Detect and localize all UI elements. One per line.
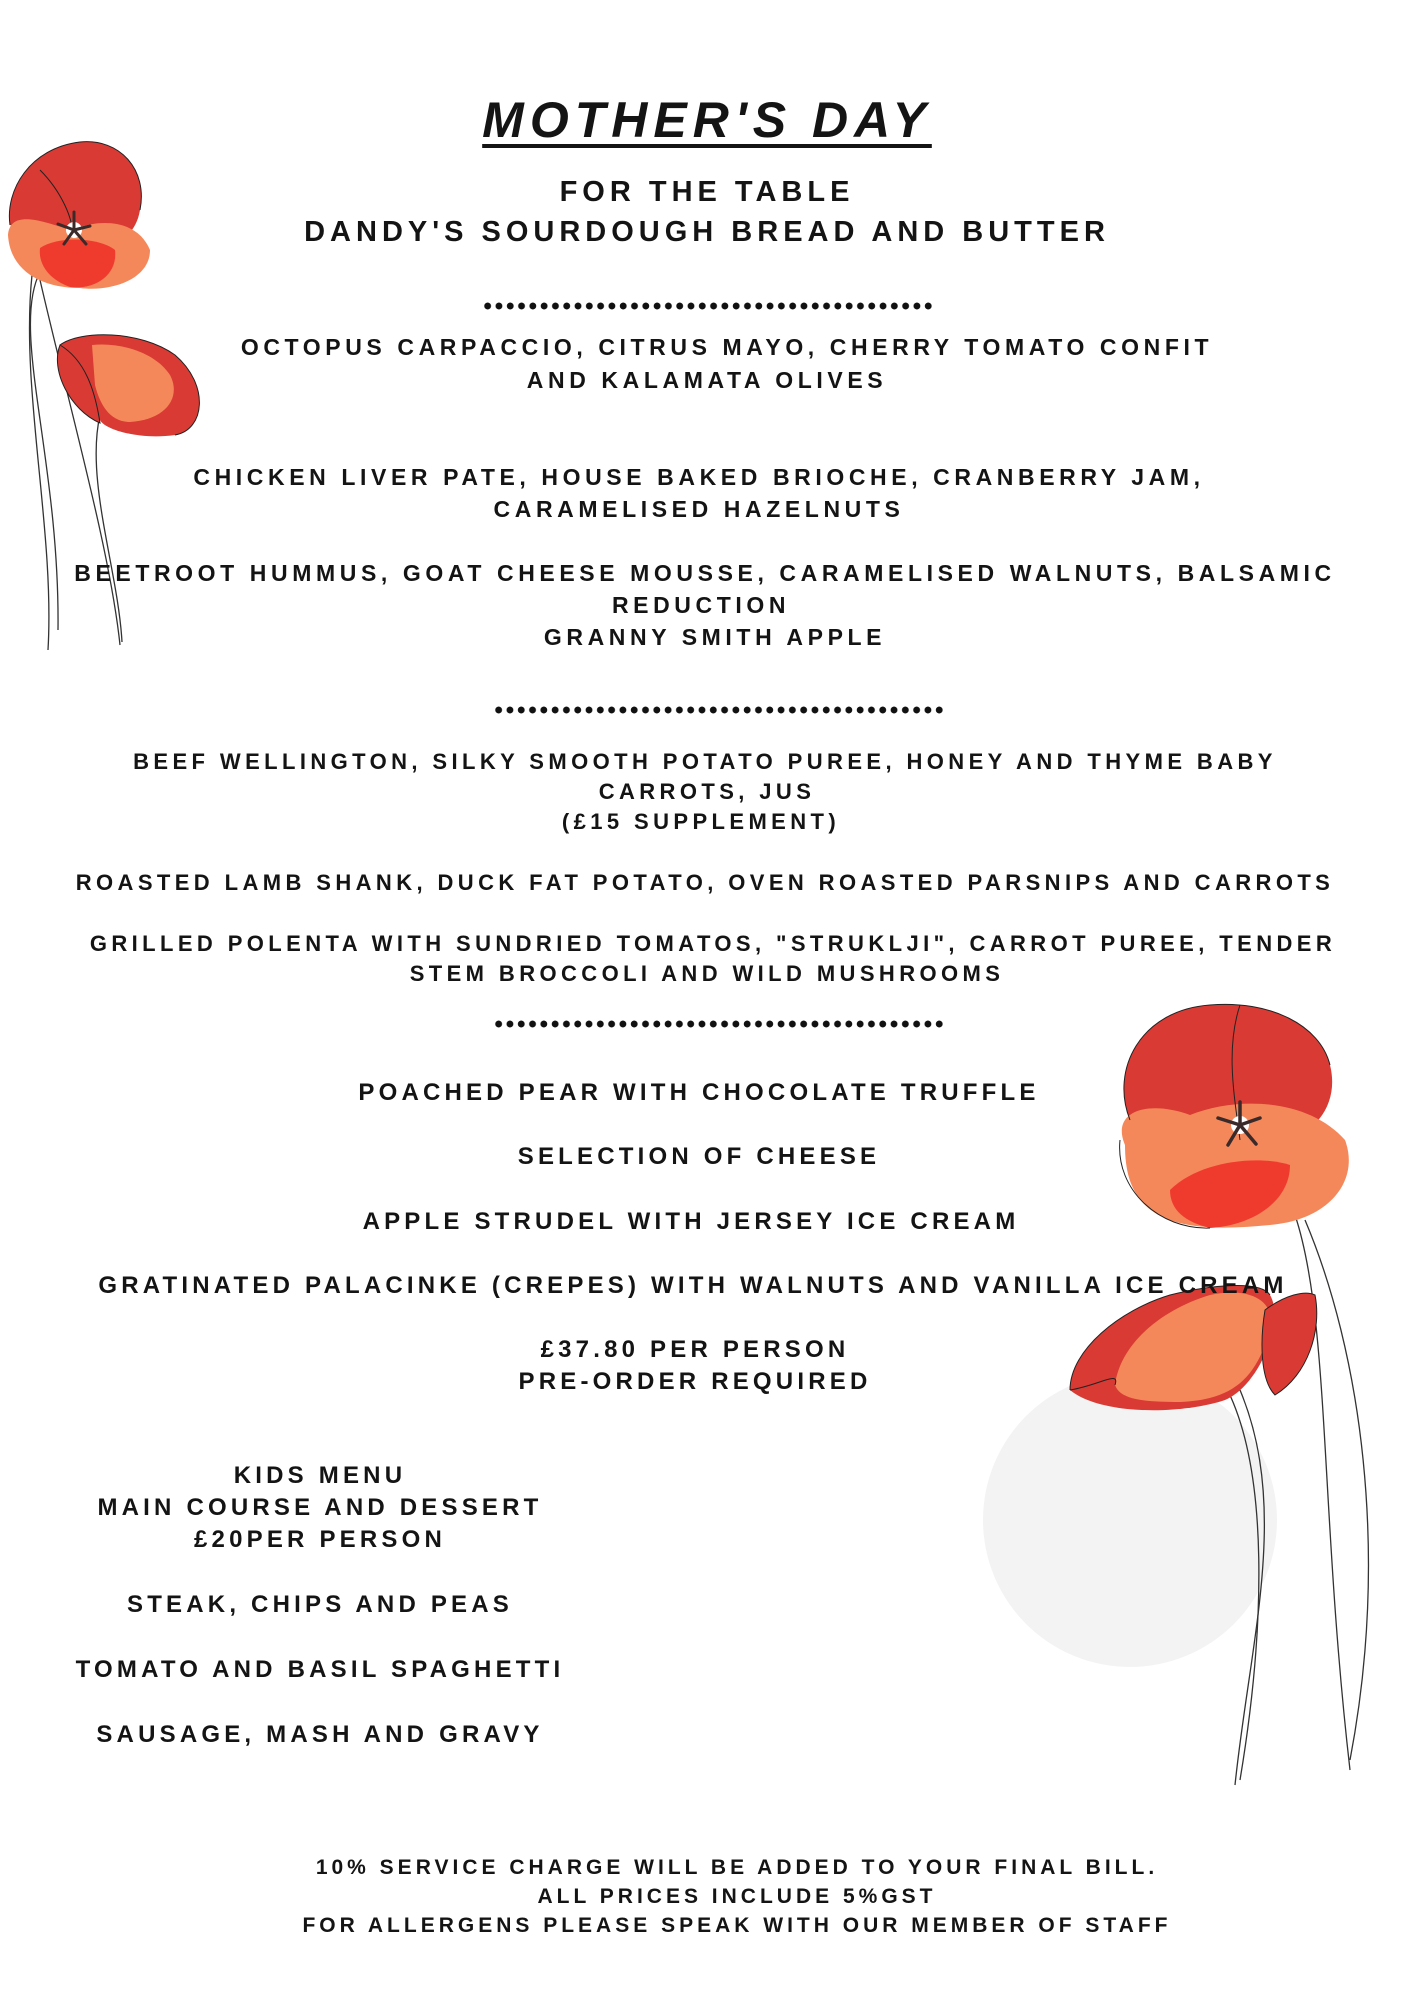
main-1-line-2: CARROTS, JUS [598,779,816,804]
section-divider [493,706,945,714]
starter-1-line-2: AND KALAMATA OLIVES [526,367,888,393]
starter-3-line-2: REDUCTION [611,592,791,618]
footer-gst: ALL PRICES INCLUDE 5%GST [537,1885,937,1908]
dessert-3: APPLE STRUDEL WITH JERSEY ICE CREAM [362,1208,1020,1235]
page-title: MOTHER'S DAY [482,92,932,148]
main-3-line-1: GRILLED POLENTA WITH SUNDRIED TOMATOS, "STRUKLJI", CARROT PUREE, TENDER [89,931,1337,956]
dessert-4: GRATINATED PALACINKE (CREPES) WITH WALNUTS AND VANILLA ICE CREAM [98,1272,1288,1299]
main-1-line-1: BEEF WELLINGTON, SILKY SMOOTH POTATO PUREE, HONEY AND THYME BABY [133,749,1277,774]
kids-item-3: SAUSAGE, MASH AND GRAVY [96,1721,544,1748]
poppy-flower-icon [1120,1004,1349,1228]
kids-menu-subheading: MAIN COURSE AND DESSERT [97,1494,543,1521]
starter-1-line-1: OCTOPUS CARPACCIO, CITRUS MAYO, CHERRY TOMATO CONFIT [240,334,1214,360]
dessert-2: SELECTION OF CHEESE [517,1143,881,1170]
price-per-person: £37.80 PER PERSON [540,1336,850,1363]
kids-item-2: TOMATO AND BASIL SPAGHETTI [75,1656,565,1683]
starter-2-line-2: CARAMELISED HAZELNUTS [493,496,905,522]
section-divider [482,302,934,310]
kids-menu [40,1460,600,1751]
kids-menu-heading: KIDS MENU [233,1462,407,1489]
for-the-table-heading: FOR THE TABLE [559,176,855,208]
dessert-1: POACHED PEAR WITH CHOCOLATE TRUFFLE [358,1079,1040,1106]
footer-service-charge: 10% SERVICE CHARGE WILL BE ADDED TO YOUR FINAL BILL. [315,1856,1159,1879]
main-2: ROASTED LAMB SHANK, DUCK FAT POTATO, OVEN ROASTED PARSNIPS AND CARROTS [75,870,1335,895]
main-3-line-2: STEM BROCCOLI AND WILD MUSHROOMS [409,961,1005,986]
section-divider [493,1020,945,1028]
pre-order-note: PRE-ORDER REQUIRED [518,1368,872,1395]
kids-menu-price: £20PER PERSON [193,1526,446,1553]
main-1-line-3: (£15 SUPPLEMENT) [561,809,841,834]
starter-2-line-1: CHICKEN LIVER PATE, HOUSE BAKED BRIOCHE, CRANBERRY JAM, [193,464,1205,490]
kids-item-1: STEAK, CHIPS AND PEAS [126,1591,514,1618]
for-the-table-item: DANDY'S SOURDOUGH BREAD AND BUTTER [304,216,1110,248]
starter-3-line-3: GRANNY SMITH APPLE [543,624,887,650]
footer-allergens: FOR ALLERGENS PLEASE SPEAK WITH OUR MEMBER OF STAFF [302,1914,1172,1937]
starter-3-line-1: BEETROOT HUMMUS, GOAT CHEESE MOUSSE, CARAMELISED WALNUTS, BALSAMIC [74,560,1336,586]
